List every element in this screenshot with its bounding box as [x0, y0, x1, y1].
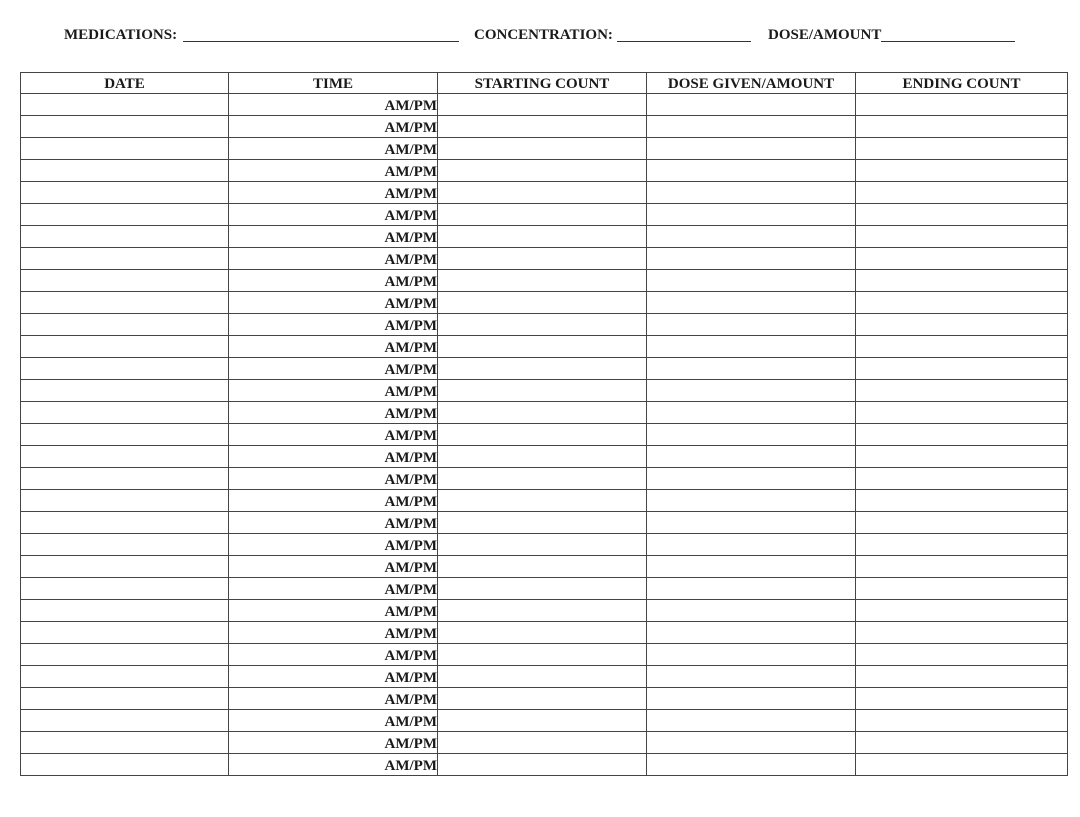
starting-count-cell[interactable]: [438, 754, 647, 776]
time-cell[interactable]: AM/PM: [229, 182, 438, 204]
table-row: [21, 666, 1068, 688]
table-row: [21, 688, 1068, 710]
table-row: [21, 424, 1068, 446]
dose-given-cell[interactable]: [647, 94, 856, 116]
date-cell[interactable]: [21, 380, 229, 402]
starting-count-cell[interactable]: [438, 512, 647, 534]
date-cell[interactable]: [21, 204, 229, 226]
dose-given-cell[interactable]: [647, 138, 856, 160]
starting-count-cell[interactable]: [438, 402, 647, 424]
time-cell[interactable]: AM/PM: [229, 578, 438, 600]
starting-count-cell[interactable]: [438, 468, 647, 490]
time-cell[interactable]: AM/PM: [229, 424, 438, 446]
time-cell[interactable]: AM/PM: [229, 270, 438, 292]
table-row: [21, 204, 1068, 226]
dose-given-cell[interactable]: [647, 644, 856, 666]
starting-count-cell[interactable]: [438, 732, 647, 754]
time-cell[interactable]: AM/PM: [229, 226, 438, 248]
table-row: [21, 556, 1068, 578]
time-cell[interactable]: AM/PM: [229, 204, 438, 226]
dose-given-cell[interactable]: [647, 556, 856, 578]
date-cell[interactable]: [21, 270, 229, 292]
table-row: [21, 490, 1068, 512]
dose-amount-field: [768, 24, 1015, 44]
column-header-dose-given: DOSE GIVEN/AMOUNT: [647, 73, 856, 94]
column-header-ending-count: ENDING COUNT: [856, 73, 1068, 94]
time-cell[interactable]: AM/PM: [229, 534, 438, 556]
ending-count-cell[interactable]: [856, 270, 1068, 292]
starting-count-cell[interactable]: [438, 446, 647, 468]
starting-count-cell[interactable]: [438, 160, 647, 182]
ending-count-cell[interactable]: [856, 116, 1068, 138]
starting-count-cell[interactable]: [438, 270, 647, 292]
time-cell[interactable]: AM/PM: [229, 292, 438, 314]
column-header-time: TIME: [229, 73, 438, 94]
ending-count-cell[interactable]: [856, 556, 1068, 578]
dose-given-cell[interactable]: [647, 688, 856, 710]
starting-count-cell[interactable]: [438, 226, 647, 248]
time-cell[interactable]: AM/PM: [229, 556, 438, 578]
date-cell[interactable]: [21, 556, 229, 578]
date-cell[interactable]: [21, 468, 229, 490]
dose-given-cell[interactable]: [647, 358, 856, 380]
starting-count-cell[interactable]: [438, 204, 647, 226]
time-cell[interactable]: AM/PM: [229, 622, 438, 644]
dose-given-cell[interactable]: [647, 336, 856, 358]
date-cell[interactable]: [21, 248, 229, 270]
dose-given-cell[interactable]: [647, 754, 856, 776]
column-header-date: DATE: [21, 73, 229, 94]
starting-count-cell[interactable]: [438, 424, 647, 446]
dose-given-cell[interactable]: [647, 732, 856, 754]
dose-given-cell[interactable]: [647, 512, 856, 534]
table-row: [21, 358, 1068, 380]
time-cell[interactable]: AM/PM: [229, 754, 438, 776]
ending-count-cell[interactable]: [856, 204, 1068, 226]
starting-count-cell[interactable]: [438, 710, 647, 732]
dose-given-cell[interactable]: [647, 468, 856, 490]
table-row: [21, 116, 1068, 138]
concentration-field: [474, 24, 751, 44]
table-row: [21, 226, 1068, 248]
dose-given-cell[interactable]: [647, 622, 856, 644]
table-row: [21, 644, 1068, 666]
time-cell[interactable]: AM/PM: [229, 468, 438, 490]
table-row: [21, 138, 1068, 160]
date-cell[interactable]: [21, 490, 229, 512]
medications-field: [64, 24, 459, 44]
table-row: [21, 600, 1068, 622]
table-row: [21, 336, 1068, 358]
ending-count-cell[interactable]: [856, 182, 1068, 204]
ending-count-cell[interactable]: [856, 578, 1068, 600]
time-cell[interactable]: AM/PM: [229, 446, 438, 468]
ending-count-cell[interactable]: [856, 490, 1068, 512]
dose-given-cell[interactable]: [647, 666, 856, 688]
dose-given-cell[interactable]: [647, 710, 856, 732]
date-cell[interactable]: [21, 666, 229, 688]
ending-count-cell[interactable]: [856, 600, 1068, 622]
time-cell[interactable]: AM/PM: [229, 732, 438, 754]
ending-count-cell[interactable]: [856, 512, 1068, 534]
starting-count-cell[interactable]: [438, 358, 647, 380]
dose-amount-blank[interactable]: [881, 25, 1015, 42]
table-row: [21, 314, 1068, 336]
dose-given-cell[interactable]: [647, 204, 856, 226]
table-row: [21, 402, 1068, 424]
date-cell[interactable]: [21, 600, 229, 622]
dose-given-cell[interactable]: [647, 160, 856, 182]
starting-count-cell[interactable]: [438, 688, 647, 710]
table-row: [21, 380, 1068, 402]
date-cell[interactable]: [21, 534, 229, 556]
table-row: [21, 754, 1068, 776]
date-cell[interactable]: [21, 182, 229, 204]
date-cell[interactable]: [21, 402, 229, 424]
starting-count-cell[interactable]: [438, 380, 647, 402]
starting-count-cell[interactable]: [438, 314, 647, 336]
ending-count-cell[interactable]: [856, 336, 1068, 358]
time-cell[interactable]: AM/PM: [229, 402, 438, 424]
dose-given-cell[interactable]: [647, 600, 856, 622]
concentration-blank[interactable]: [617, 25, 751, 42]
date-cell[interactable]: [21, 732, 229, 754]
ending-count-cell[interactable]: [856, 468, 1068, 490]
medications-blank[interactable]: [183, 25, 459, 42]
starting-count-cell[interactable]: [438, 116, 647, 138]
ending-count-cell[interactable]: [856, 644, 1068, 666]
table-row: [21, 468, 1068, 490]
time-cell[interactable]: AM/PM: [229, 160, 438, 182]
time-cell[interactable]: AM/PM: [229, 490, 438, 512]
starting-count-cell[interactable]: [438, 490, 647, 512]
ending-count-cell[interactable]: [856, 688, 1068, 710]
time-cell[interactable]: AM/PM: [229, 94, 438, 116]
dose-given-cell[interactable]: [647, 578, 856, 600]
starting-count-cell[interactable]: [438, 556, 647, 578]
table-row: [21, 182, 1068, 204]
starting-count-cell[interactable]: [438, 578, 647, 600]
ending-count-cell[interactable]: [856, 292, 1068, 314]
table-row: [21, 732, 1068, 754]
date-cell[interactable]: [21, 578, 229, 600]
ending-count-cell[interactable]: [856, 446, 1068, 468]
time-cell[interactable]: AM/PM: [229, 336, 438, 358]
time-cell[interactable]: AM/PM: [229, 644, 438, 666]
dose-given-cell[interactable]: [647, 270, 856, 292]
time-cell[interactable]: AM/PM: [229, 314, 438, 336]
ending-count-cell[interactable]: [856, 94, 1068, 116]
ending-count-cell[interactable]: [856, 424, 1068, 446]
starting-count-cell[interactable]: [438, 534, 647, 556]
table-row: [21, 248, 1068, 270]
starting-count-cell[interactable]: [438, 644, 647, 666]
table-row: [21, 710, 1068, 732]
ending-count-cell[interactable]: [856, 732, 1068, 754]
table-row: [21, 292, 1068, 314]
starting-count-cell[interactable]: [438, 182, 647, 204]
ending-count-cell[interactable]: [856, 358, 1068, 380]
table-row: [21, 446, 1068, 468]
date-cell[interactable]: [21, 292, 229, 314]
date-cell[interactable]: [21, 94, 229, 116]
dose-given-cell[interactable]: [647, 380, 856, 402]
time-cell[interactable]: AM/PM: [229, 600, 438, 622]
dose-given-cell[interactable]: [647, 182, 856, 204]
date-cell[interactable]: [21, 710, 229, 732]
date-cell[interactable]: [21, 446, 229, 468]
dose-given-cell[interactable]: [647, 490, 856, 512]
time-cell[interactable]: AM/PM: [229, 380, 438, 402]
date-cell[interactable]: [21, 116, 229, 138]
ending-count-cell[interactable]: [856, 534, 1068, 556]
date-cell[interactable]: [21, 424, 229, 446]
time-cell[interactable]: AM/PM: [229, 710, 438, 732]
ending-count-cell[interactable]: [856, 666, 1068, 688]
starting-count-cell[interactable]: [438, 336, 647, 358]
starting-count-cell[interactable]: [438, 292, 647, 314]
table-row: [21, 578, 1068, 600]
ending-count-cell[interactable]: [856, 754, 1068, 776]
dose-amount-label: DOSE/AMOUNT: [768, 27, 882, 43]
time-cell[interactable]: AM/PM: [229, 116, 438, 138]
starting-count-cell[interactable]: [438, 94, 647, 116]
starting-count-cell[interactable]: [438, 666, 647, 688]
dose-given-cell[interactable]: [647, 248, 856, 270]
ending-count-cell[interactable]: [856, 380, 1068, 402]
date-cell[interactable]: [21, 644, 229, 666]
time-cell[interactable]: AM/PM: [229, 688, 438, 710]
date-cell[interactable]: [21, 358, 229, 380]
date-cell[interactable]: [21, 226, 229, 248]
date-cell[interactable]: [21, 754, 229, 776]
starting-count-cell[interactable]: [438, 138, 647, 160]
date-cell[interactable]: [21, 622, 229, 644]
dose-given-cell[interactable]: [647, 534, 856, 556]
table-body: [21, 94, 1068, 776]
table-row: [21, 534, 1068, 556]
table-header-row: [21, 73, 1068, 94]
form-header: [0, 24, 1080, 48]
time-cell[interactable]: AM/PM: [229, 138, 438, 160]
dose-given-cell[interactable]: [647, 116, 856, 138]
dose-given-cell[interactable]: [647, 446, 856, 468]
ending-count-cell[interactable]: [856, 710, 1068, 732]
table-row: [21, 270, 1068, 292]
date-cell[interactable]: [21, 160, 229, 182]
dose-given-cell[interactable]: [647, 424, 856, 446]
ending-count-cell[interactable]: [856, 248, 1068, 270]
column-header-starting-count: STARTING COUNT: [438, 73, 647, 94]
table-row: [21, 160, 1068, 182]
time-cell[interactable]: AM/PM: [229, 512, 438, 534]
table-row: [21, 622, 1068, 644]
ending-count-cell[interactable]: [856, 160, 1068, 182]
date-cell[interactable]: [21, 512, 229, 534]
ending-count-cell[interactable]: [856, 622, 1068, 644]
ending-count-cell[interactable]: [856, 402, 1068, 424]
ending-count-cell[interactable]: [856, 226, 1068, 248]
dose-given-cell[interactable]: [647, 226, 856, 248]
date-cell[interactable]: [21, 314, 229, 336]
starting-count-cell[interactable]: [438, 622, 647, 644]
time-cell[interactable]: AM/PM: [229, 248, 438, 270]
starting-count-cell[interactable]: [438, 600, 647, 622]
medications-label: MEDICATIONS:: [64, 27, 178, 43]
time-cell[interactable]: AM/PM: [229, 666, 438, 688]
concentration-label: CONCENTRATION:: [474, 27, 613, 43]
table-row: [21, 512, 1068, 534]
dose-given-cell[interactable]: [647, 292, 856, 314]
starting-count-cell[interactable]: [438, 248, 647, 270]
table-row: [21, 94, 1068, 116]
dose-given-cell[interactable]: [647, 402, 856, 424]
date-cell[interactable]: [21, 138, 229, 160]
time-cell[interactable]: AM/PM: [229, 358, 438, 380]
medication-log-table: [20, 72, 1068, 776]
date-cell[interactable]: [21, 688, 229, 710]
ending-count-cell[interactable]: [856, 138, 1068, 160]
ending-count-cell[interactable]: [856, 314, 1068, 336]
date-cell[interactable]: [21, 336, 229, 358]
dose-given-cell[interactable]: [647, 314, 856, 336]
